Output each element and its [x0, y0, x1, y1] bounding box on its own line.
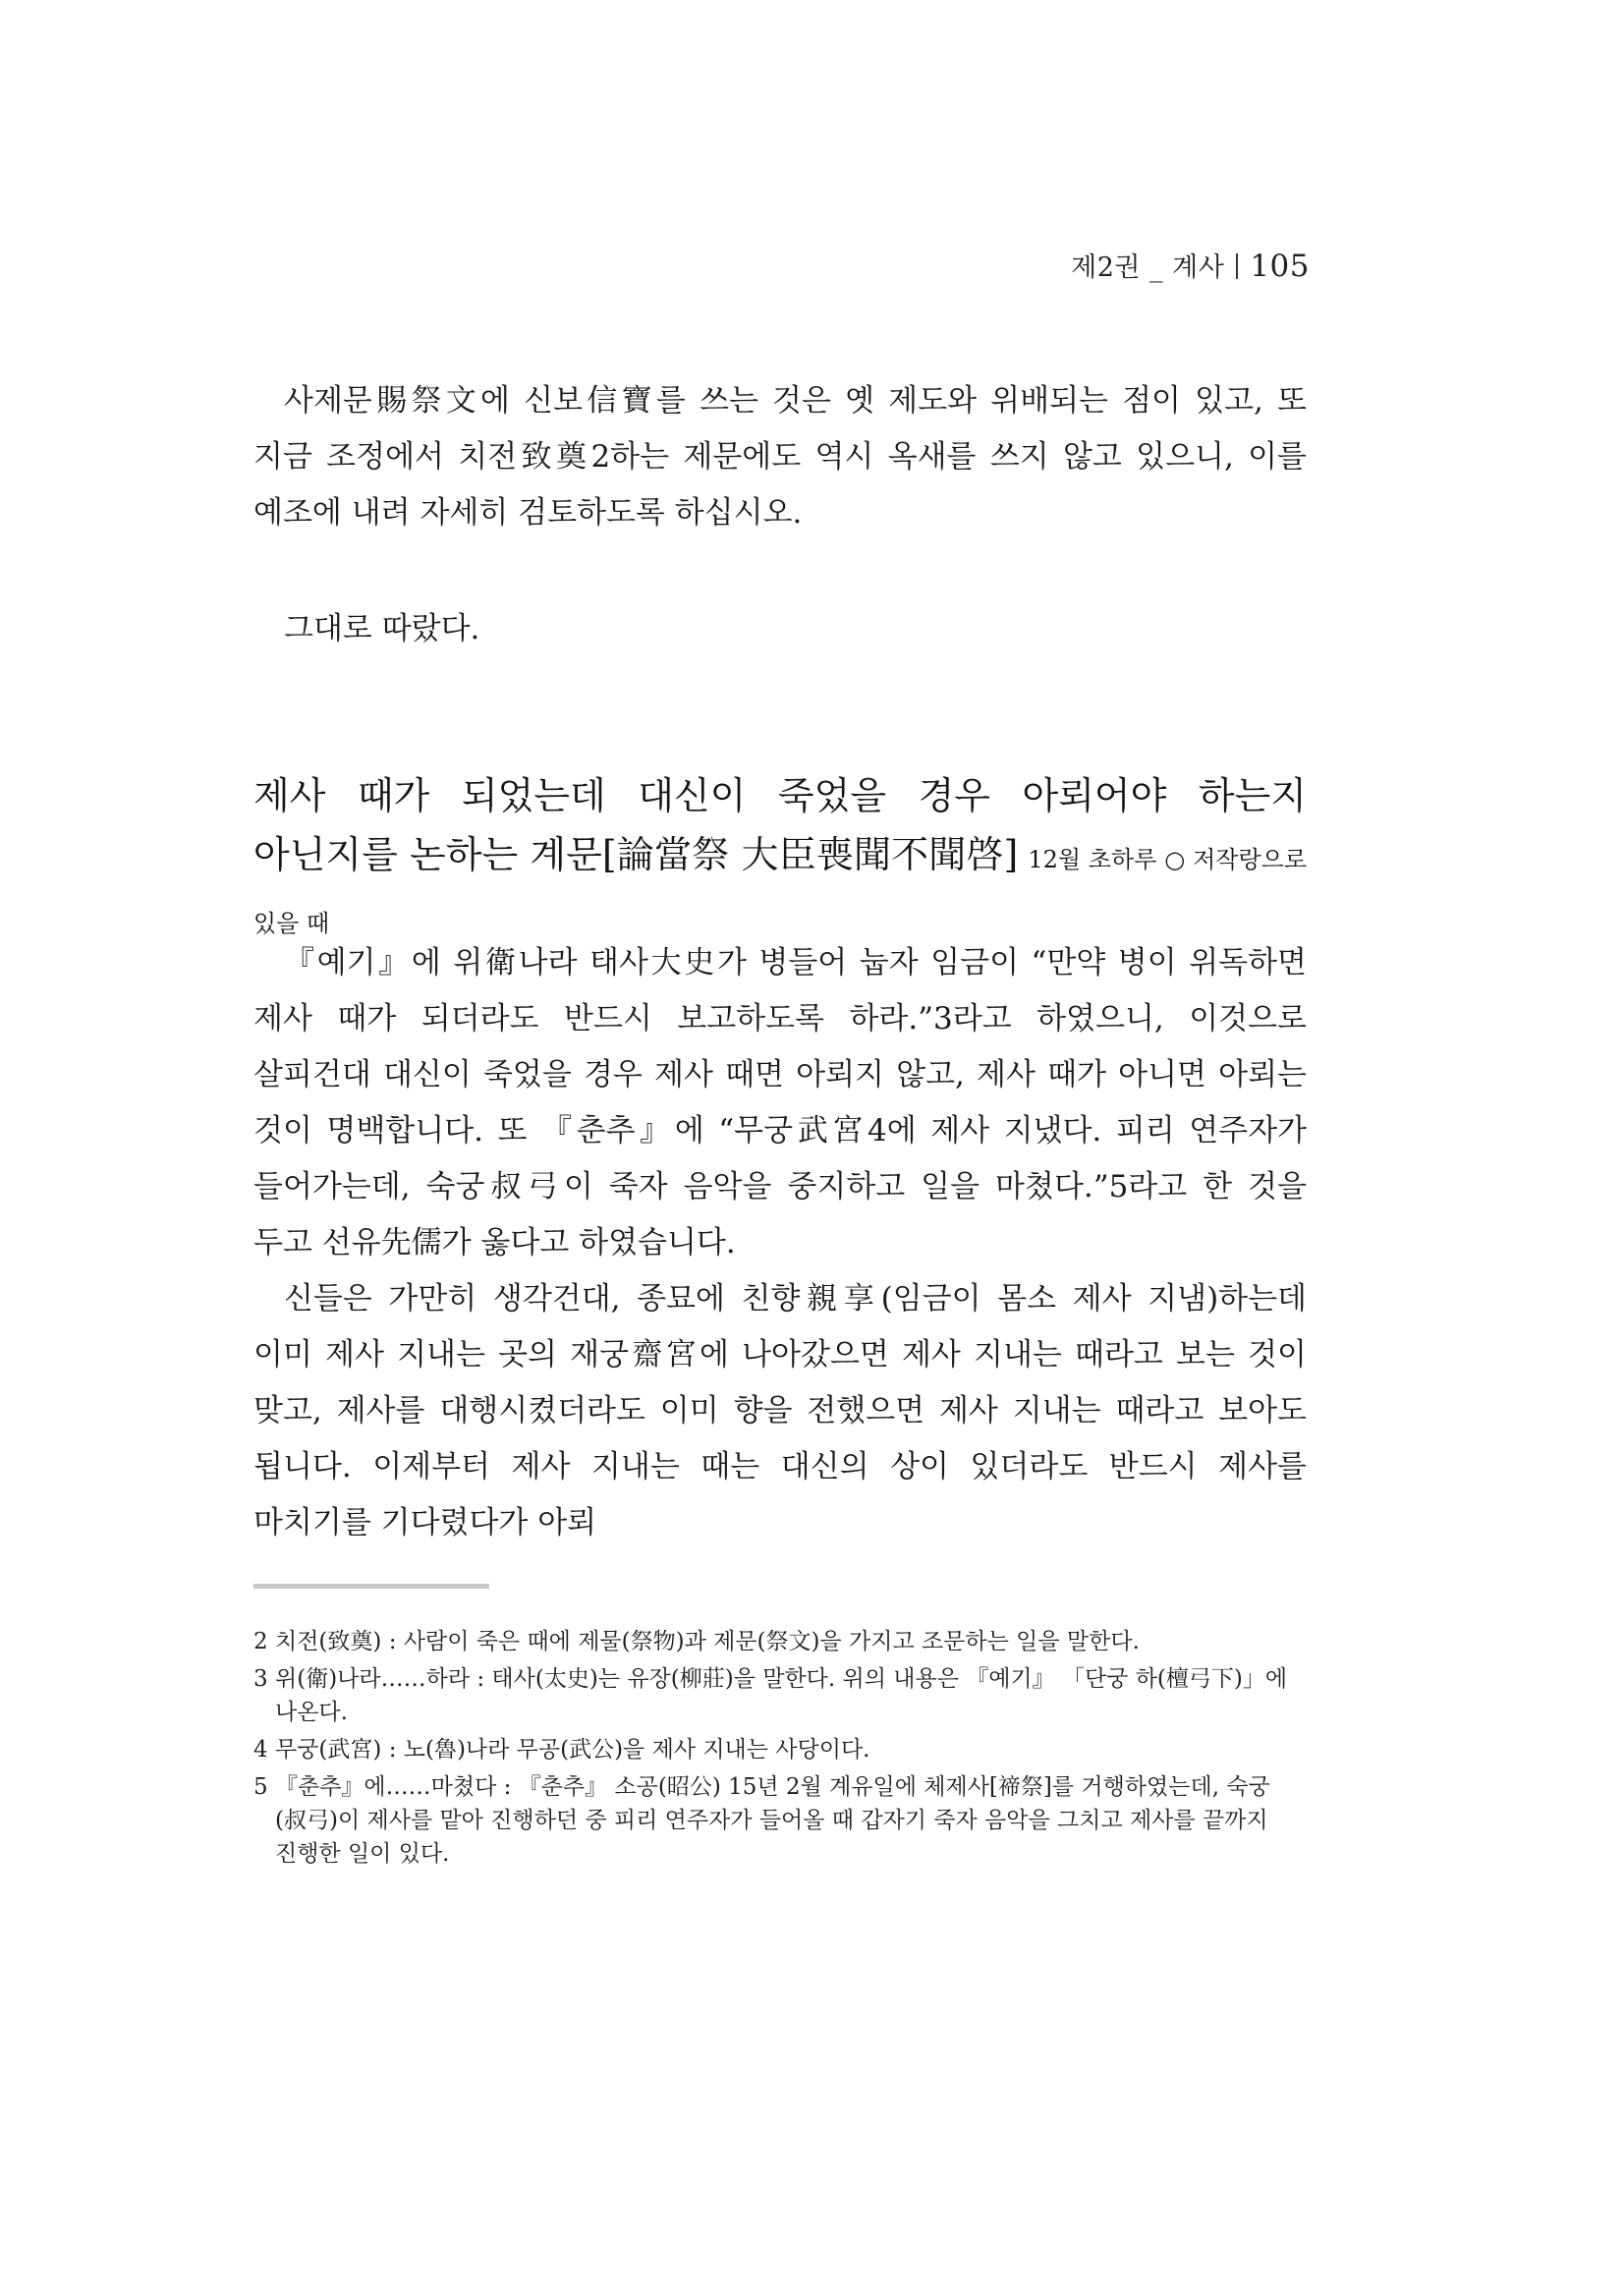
footnotes: [253, 1625, 1307, 1875]
footnote-text: 위(衛)나라……하라 : 태사(太史)는 유장(柳莊)을 말한다. 위의 내용은 『예기』 「단궁 하(檀弓下)」에 나온다.: [275, 1666, 1288, 1725]
footnote-4: [253, 1733, 1307, 1766]
body-paragraph-2: 신들은 가만히 생각건대, 종묘에 친향親享(임금이 몸소 제사 지냄)하는데 이미 제사 지내는 곳의 재궁齋宮에 나아갔으면 제사 지내는 때라고 보는 것이 맞고, 제사를 대행시켰더라도 이미 향을 전했으면 제사 지내는 때라고 보아도 됩니다. 이제부터 제사 지내는 때는 대신의 상이 있더라도 반드시 제사를 마치기를 기다렸다가 아뢰: [253, 1281, 1307, 1540]
main-body: [253, 935, 1307, 1551]
footnote-divider: [253, 1584, 489, 1589]
page-number: 105: [1250, 249, 1310, 284]
footnote-number: 5: [253, 1774, 268, 1800]
footnote-number: 3: [253, 1666, 268, 1692]
section-heading: [253, 766, 1307, 953]
footnote-number: 2: [253, 1629, 268, 1654]
footnote-text: 치전(致奠) : 사람이 죽은 때에 제물(祭物)과 제문(祭文)을 가지고 조문하는 일을 말한다.: [275, 1629, 1140, 1654]
footnote-text: 무궁(武宮) : 노(魯)나라 무공(武公)을 제사 지내는 사당이다.: [275, 1737, 870, 1763]
footnote-text: 『춘추』에……마쳤다 : 『춘추』 소공(昭公) 15년 2월 계유일에 체제사[禘祭]를 거행하였는데, 숙궁(叔弓)이 제사를 맡아 진행하던 중 피리 연주자가 들어올 때 갑자기 죽자 음악을 그치고 제사를 끝까지 진행한 일이 있다.: [275, 1774, 1270, 1867]
section-title: 제사 때가 되었는데 대신이 죽었을 경우 아뢰어야 하는지 아닌지를 논하는 계문[論當祭 大臣喪聞不聞啓]: [253, 774, 1307, 876]
intro-block: [253, 373, 1307, 541]
intro-paragraph: 사제문賜祭文에 신보信寶를 쓰는 것은 옛 제도와 위배되는 점이 있고, 또 지금 조정에서 치전致奠2하는 제문에도 역시 옥새를 쓰지 않고 있으니, 이를 예조에 내려 자세히 검토하도록 하십시오.: [253, 383, 1307, 531]
footnote-3: [253, 1662, 1307, 1729]
footnote-number: 4: [253, 1737, 268, 1763]
reply-block: [253, 601, 1307, 657]
footnote-5: [253, 1770, 1307, 1871]
header-volume: 제2권 _ 계사: [1071, 252, 1225, 283]
running-header: [1071, 246, 1310, 284]
body-paragraph-1: 『예기』에 위衛나라 태사大史가 병들어 눕자 임금이 “만약 병이 위독하면 제사 때가 되더라도 반드시 보고하도록 하라.”3라고 하였으니, 이것으로 살피건대 대신이 죽었을 경우 제사 때면 아뢰지 않고, 제사 때가 아니면 아뢰는 것이 명백합니다. 또 『춘추』에 “무궁武宮4에 제사 지냈다. 피리 연주자가 들어가는데, 숙궁叔弓이 죽자 음악을 중지하고 일을 마쳤다.”5라고 한 것을 두고 선유先儒가 옳다고 하였습니다.: [253, 945, 1307, 1260]
reply-text: 그대로 따랐다.: [284, 611, 480, 646]
section-date-note: 12월 초하루 ○ 저작랑으로 있을 때: [253, 846, 1307, 937]
footnote-2: [253, 1625, 1307, 1658]
header-separator: [1236, 253, 1238, 279]
